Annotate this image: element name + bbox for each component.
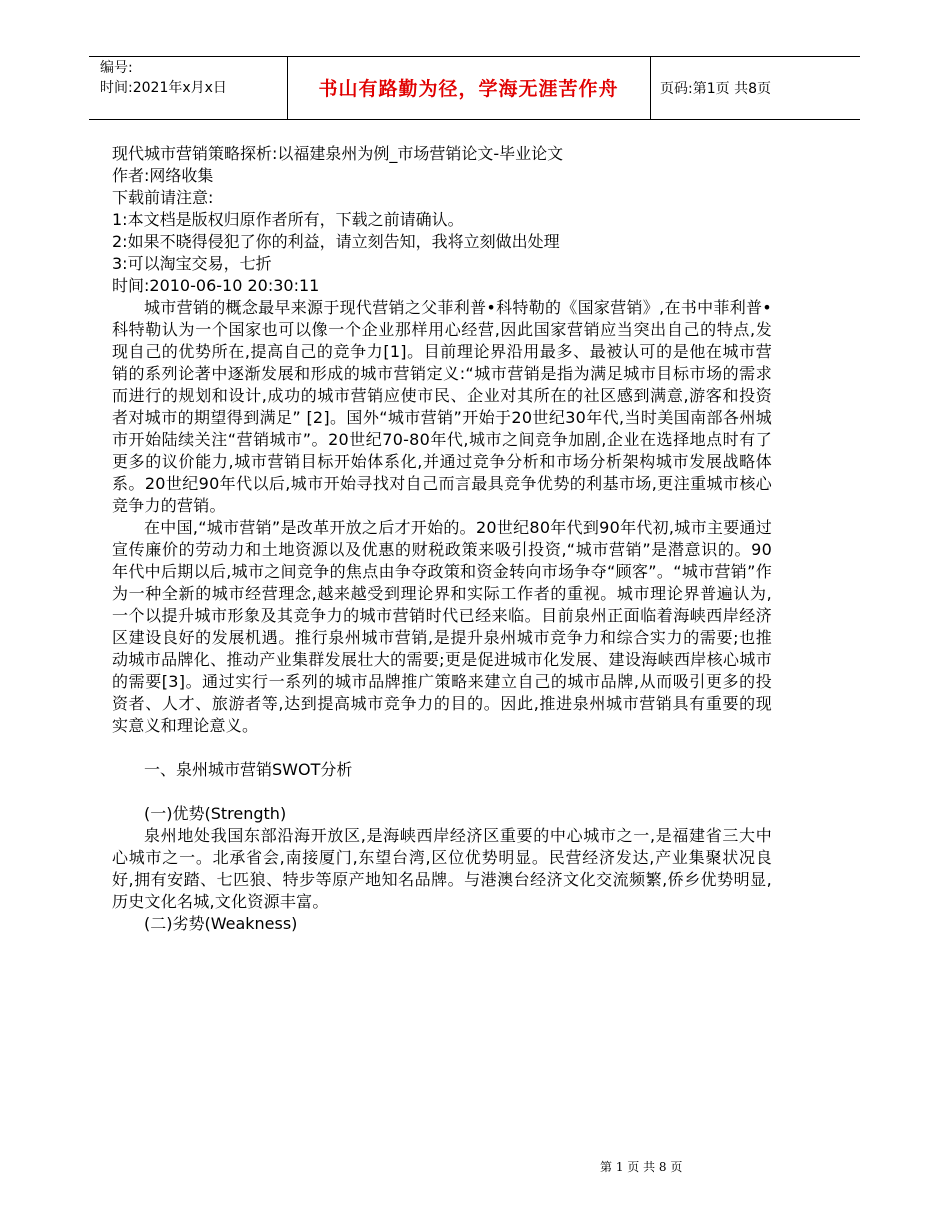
spacer xyxy=(112,737,772,759)
header-divider xyxy=(650,56,651,119)
body-paragraph: 在中国,“城市营销”是改革开放之后才开始的。20世纪80年代到90年代初,城市主要通过宣传廉价的劳动力和土地资源以及优惠的财税政策来吸引投资,“城市营销”是潜意识的。90年代中后期以后,城市之间竞争的焦点由争夺政策和资金转向市场争夺“顾客”。“城市营销”作为一种全新的城市经营理念,越来越受到理论界和实际工作者的重视。城市理论界普遍认为,一个以提升城市形象及其竞争力的城市营销时代已经来临。目前泉州正面临着海峡西岸经济区建设良好的发展机遇。推行泉州城市营销,是提升泉州城市竞争力和综合实力的需要;也推动城市品牌化、推动产业集群发展壮大的需要;更是促进城市化发展、建设海峡西岸核心城市的需要[3]。通过实行一系列的城市品牌推广策略来建立自己的城市品牌,从而吸引更多的投资者、人才、旅游者等,达到提高城市竞争力的目的。因此,推进泉州城市营销具有重要的现实意义和理论意义。 xyxy=(112,518,772,735)
spacer xyxy=(112,781,772,803)
body-paragraph: 泉州地处我国东部沿海开放区,是海峡西岸经济区重要的中心城市之一,是福建省三大中心城市之一。北承省会,南接厦门,东望台湾,区位优势明显。民营经济发达,产业集聚状况良好,拥有安踏、七匹狼、特步等原产地知名品牌。与港澳台经济文化交流频繁,侨乡优势明显,历史文化名城,文化资源丰富。 xyxy=(112,826,772,911)
header-page-info: 页码:第1页 共8页 xyxy=(660,81,771,97)
document-title: 现代城市营销策略探析:以福建泉州为例_市场营销论文-毕业论文 xyxy=(112,144,564,163)
header-meta xyxy=(100,58,227,98)
header-motto: 书山有路勤为径，学海无涯苦作舟 xyxy=(318,78,619,100)
notice-heading: 下载前请注意: xyxy=(112,188,214,207)
document-body xyxy=(112,143,772,935)
body-paragraph: 城市营销的概念最早来源于现代营销之父菲利普•科特勒的《国家营销》,在书中菲利普•科特勒认为一个国家也可以像一个企业那样用心经营,因此国家营销应当突出自己的特点,发现自己的优势所在,提高自己的竞争力[1]。目前理论界沿用最多、最被认可的是他在城市营销的系列论著中逐渐发展和形成的城市营销定义:“城市营销是指为满足城市目标市场的需求而进行的规划和设计,成功的城市营销应使市民、企业对其所在的社区感到满意,游客和投资者对城市的期望得到满足” [2]。国外“城市营销”开始于20世纪30年代,当时美国南部各州城市开始陆续关注“营销城市”。20世纪70-80年代,城市之间竞争加剧,企业在选择地点时有了更多的议价能力,城市营销目标开始体系化,并通过竞争分析和市场分析架构城市发展战略体系。20世纪90年代以后,城市开始寻找对自己而言最具竞争优势的利基市场,更注重城市核心竞争力的营销。 xyxy=(112,298,772,515)
notice-item: 1:本文档是版权归原作者所有，下载之前请确认。 xyxy=(112,210,464,229)
subsection-heading: (一)优势(Strength) xyxy=(144,804,287,823)
header-number-label: 编号: xyxy=(100,60,133,76)
header-bottom-rule xyxy=(89,119,860,120)
document-author: 作者:网络收集 xyxy=(112,166,214,185)
page-footer: 第 1 页 共 8 页 xyxy=(600,1160,683,1174)
section-heading: 一、泉州城市营销SWOT分析 xyxy=(144,760,353,779)
subsection-heading: (二)劣势(Weakness) xyxy=(144,914,298,933)
header-time-label: 时间:2021年x月x日 xyxy=(100,80,227,96)
notice-item: 3:可以淘宝交易，七折 xyxy=(112,254,272,273)
notice-item: 2:如果不晓得侵犯了你的利益，请立刻告知，我将立刻做出处理 xyxy=(112,232,560,251)
document-time: 时间:2010-06-10 20:30:11 xyxy=(112,276,320,295)
